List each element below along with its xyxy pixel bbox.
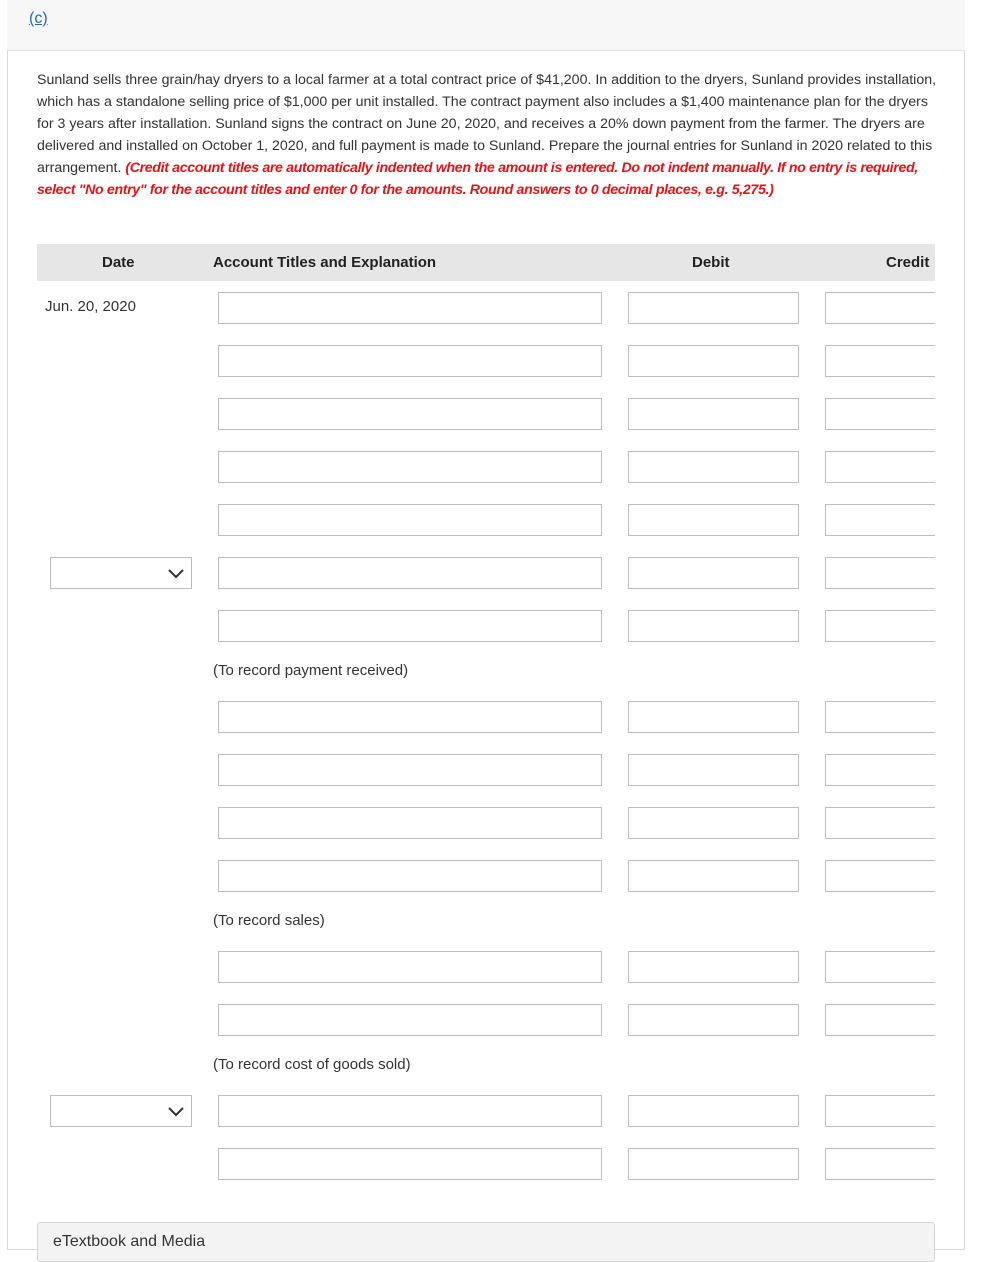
- date-select[interactable]: [50, 1095, 192, 1127]
- debit-input[interactable]: [628, 807, 799, 839]
- credit-input[interactable]: [825, 557, 935, 589]
- account-title-input[interactable]: [218, 1095, 602, 1127]
- debit-input[interactable]: [628, 610, 799, 642]
- account-title-input[interactable]: [218, 701, 602, 733]
- debit-input[interactable]: [628, 754, 799, 786]
- debit-input[interactable]: [628, 292, 799, 324]
- credit-column-header: Credit: [886, 254, 930, 271]
- account-title-input[interactable]: [218, 345, 602, 377]
- account-title-input[interactable]: [218, 398, 602, 430]
- explanation-sales: (To record sales): [213, 912, 325, 929]
- etextbook-media-section[interactable]: [37, 1222, 935, 1262]
- chevron-down-icon: [167, 1106, 185, 1118]
- etextbook-media-label: eTextbook and Media: [53, 1233, 206, 1250]
- debit-input[interactable]: [628, 1095, 799, 1127]
- credit-input[interactable]: [825, 345, 935, 377]
- debit-input[interactable]: [628, 451, 799, 483]
- credit-input[interactable]: [825, 701, 935, 733]
- credit-input[interactable]: [825, 754, 935, 786]
- credit-input[interactable]: [825, 1148, 935, 1180]
- debit-input[interactable]: [628, 860, 799, 892]
- debit-input[interactable]: [628, 951, 799, 983]
- credit-input[interactable]: [825, 610, 935, 642]
- account-title-input[interactable]: [218, 1004, 602, 1036]
- credit-input[interactable]: [825, 292, 935, 324]
- credit-input[interactable]: [825, 451, 935, 483]
- debit-column-header: Debit: [692, 254, 730, 271]
- chevron-down-icon: [167, 568, 185, 580]
- credit-input[interactable]: [825, 398, 935, 430]
- debit-input[interactable]: [628, 1148, 799, 1180]
- entry-date-jun-20: Jun. 20, 2020: [45, 298, 136, 315]
- account-title-input[interactable]: [218, 610, 602, 642]
- account-title-input[interactable]: [218, 951, 602, 983]
- account-column-header: Account Titles and Explanation: [213, 254, 437, 271]
- credit-input[interactable]: [825, 807, 935, 839]
- debit-input[interactable]: [628, 1004, 799, 1036]
- credit-input[interactable]: [825, 860, 935, 892]
- debit-input[interactable]: [628, 398, 799, 430]
- debit-input[interactable]: [628, 345, 799, 377]
- problem-text: Sunland sells three grain/hay dryers to a local farmer at a total contract price of $41,200. In addition to the dryers, Sunland provides installation, which has a standalone selling price of $1,000 per unit installed. The contract payment also includes a $1,400 maintenance plan for the dryers for 3 years after installation. Sunland signs the contract on June 20, 2020, and receives a 20% down payment from the farmer. The dryers are delivered and installed on October 1, 2020, and full payment is made to Sunland. Prepare the journal entries for Sunland in 2020 related to this arrangement.: [37, 72, 937, 176]
- account-title-input[interactable]: [218, 860, 602, 892]
- account-title-input[interactable]: [218, 557, 602, 589]
- problem-instructions: (Credit account titles are automatically indented when the amount is entered. Do not indent manually. If no entry is required, select "No entry" for the account titles and enter 0 for the amounts. Round answers to 0 decimal places, e.g. 5,275.): [37, 160, 918, 198]
- account-title-input[interactable]: [218, 1148, 602, 1180]
- account-title-input[interactable]: [218, 292, 602, 324]
- debit-input[interactable]: [628, 701, 799, 733]
- account-title-input[interactable]: [218, 451, 602, 483]
- credit-input[interactable]: [825, 951, 935, 983]
- part-header: [7, 0, 965, 51]
- debit-input[interactable]: [628, 557, 799, 589]
- problem-statement: [37, 69, 937, 201]
- credit-input[interactable]: [825, 504, 935, 536]
- explanation-payment: (To record payment received): [213, 662, 409, 679]
- part-c-link[interactable]: (c): [29, 10, 48, 27]
- journal-table-header: [37, 244, 935, 281]
- account-title-input[interactable]: [218, 754, 602, 786]
- credit-input[interactable]: [825, 1095, 935, 1127]
- account-title-input[interactable]: [218, 504, 602, 536]
- date-select[interactable]: [50, 557, 192, 589]
- explanation-cogs: (To record cost of goods sold): [213, 1056, 411, 1073]
- debit-input[interactable]: [628, 504, 799, 536]
- account-title-input[interactable]: [218, 807, 602, 839]
- date-column-header: Date: [102, 254, 135, 271]
- credit-input[interactable]: [825, 1004, 935, 1036]
